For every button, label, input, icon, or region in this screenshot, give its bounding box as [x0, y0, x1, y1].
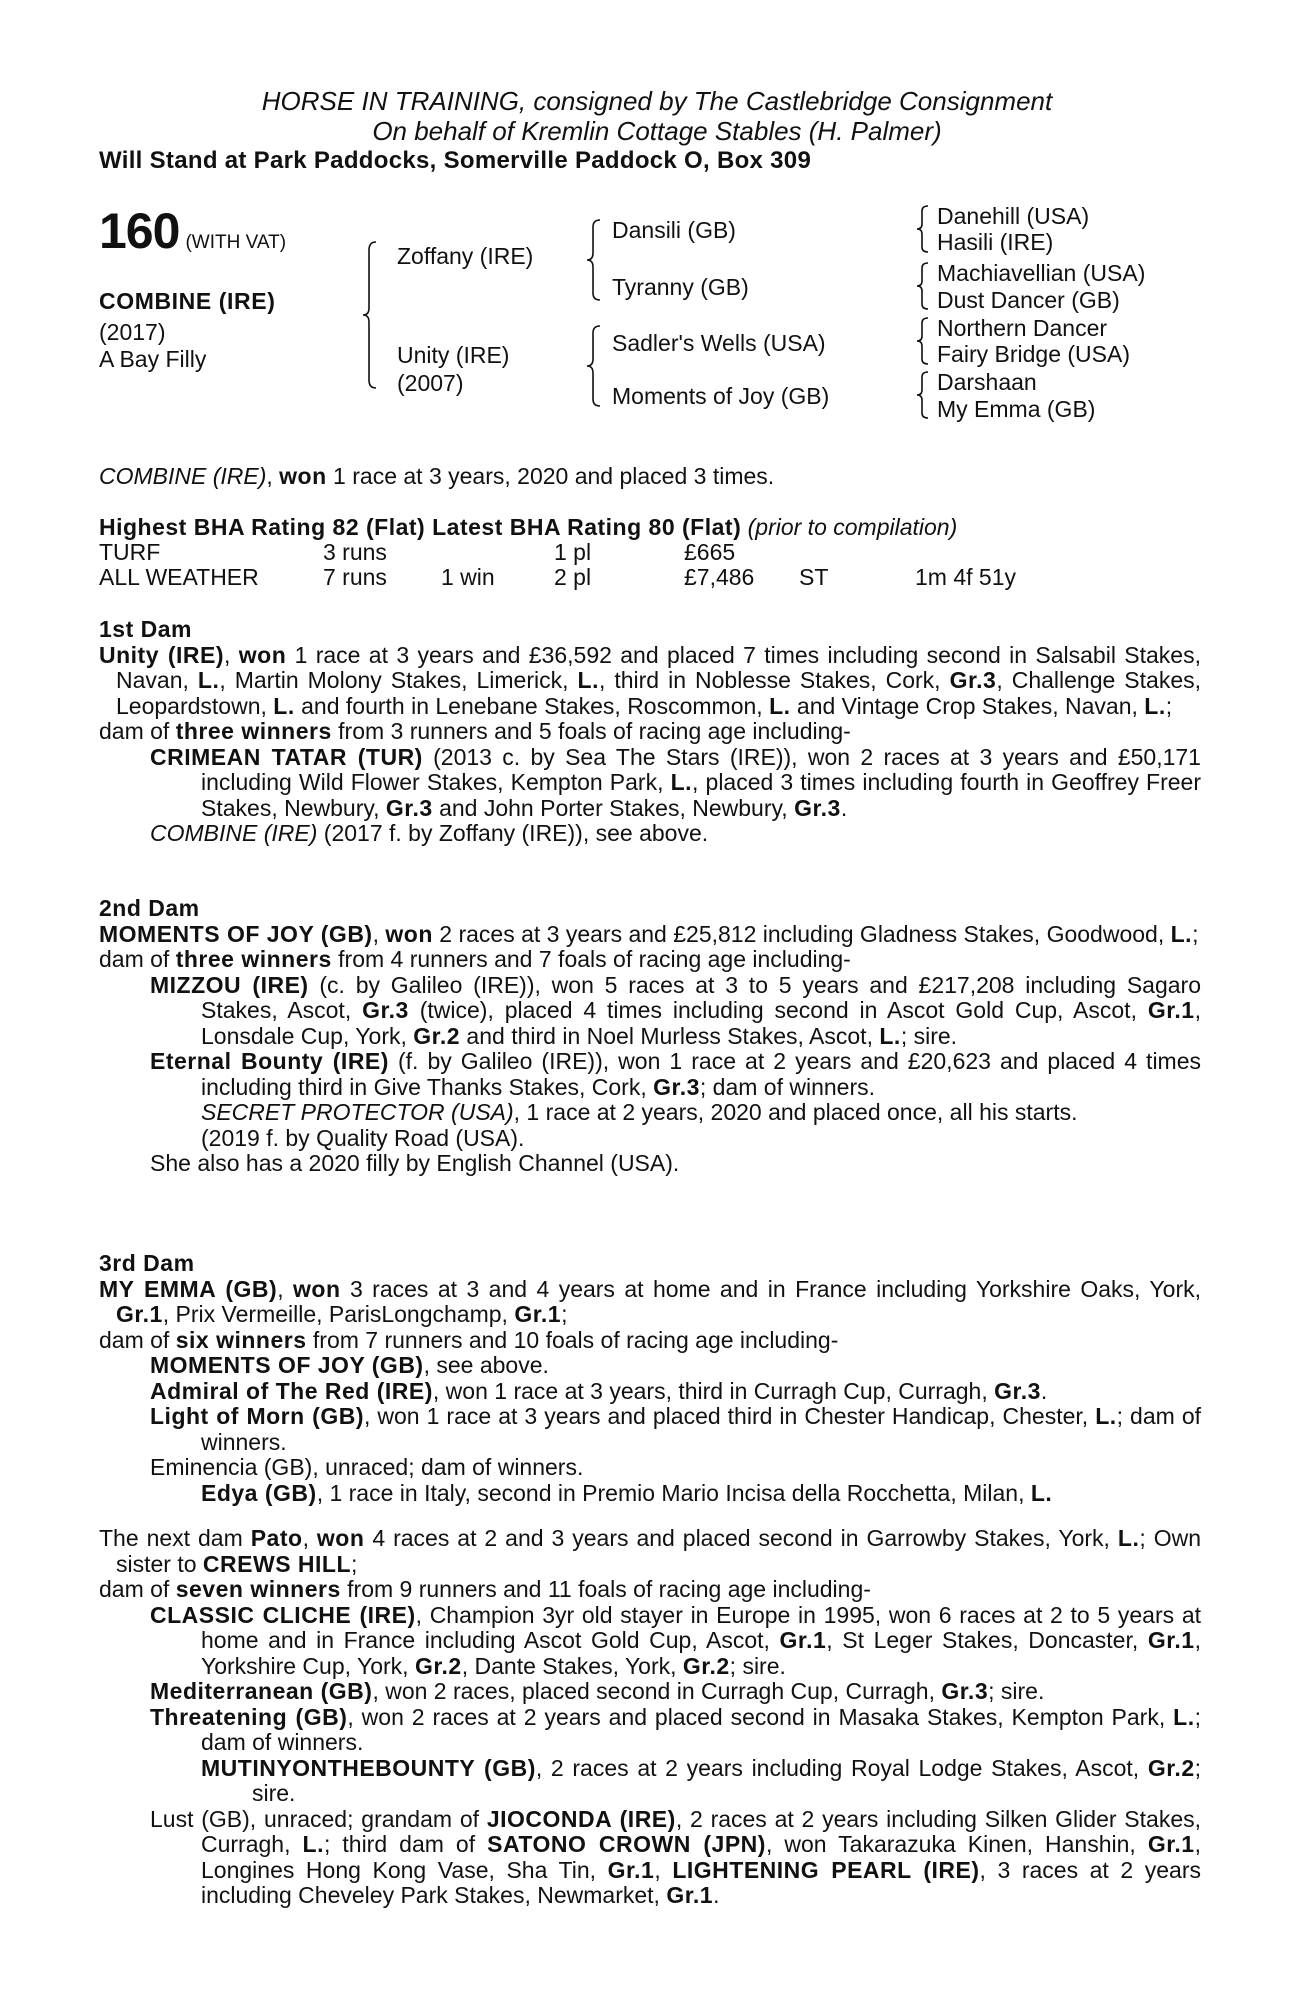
pedigree-sire: Zoffany (IRE)	[397, 243, 534, 269]
third-dam-heading: 3rd Dam	[99, 1250, 195, 1276]
pedigree-brace-ds	[914, 316, 932, 366]
pedigree-dss: Northern Dancer	[937, 315, 1108, 341]
second-dam-section	[99, 896, 1201, 1177]
first-dam-produce-1: CRIMEAN TATAR (TUR) (2013 c. by Sea The Stars (IRE)), won 2 races at 3 years and £50,171 including Wild Flower Stakes, Kempton Park, L., placed 3 times including fourth in Geoffrey Freer Stakes, Newbury, Gr.3 and John Porter Stakes, Newbury, Gr.3.	[150, 743, 1201, 821]
pedigree-dsd: Fairy Bridge (USA)	[937, 341, 1130, 367]
consignor-line: HORSE IN TRAINING, consigned by The Castlebridge Consignment	[261, 86, 1053, 116]
first-dam-section	[99, 617, 1201, 847]
third-dam-produce-1: MOMENTS OF JOY (GB), see above.	[150, 1352, 549, 1378]
vat-label: (WITH VAT)	[185, 232, 287, 253]
pedigree-ssd: Hasili (IRE)	[937, 229, 1054, 255]
pedigree-brace-ss	[914, 204, 932, 254]
bha-rating: Highest BHA Rating 82 (Flat) Latest BHA Rating 80 (Flat) (prior to compilation)	[99, 514, 958, 540]
pedigree-dam-dam: Moments of Joy (GB)	[612, 383, 830, 409]
pedigree-brace-dam	[584, 324, 604, 408]
third-dam-produce-3: Light of Morn (GB), won 1 race at 3 years and placed third in Chester Handicap, Chester, L.; dam of winners.	[150, 1403, 1201, 1455]
horse-name: COMBINE (IRE)	[99, 288, 276, 314]
first-dam-produce-line: dam of three winners from 3 runners and 5 foals of racing age including-	[99, 718, 851, 744]
race-summary: COMBINE (IRE), won 1 race at 3 years, 2020 and placed 3 times.	[99, 463, 775, 489]
pedigree-brace-sire	[584, 218, 604, 302]
second-dam-produce-2: Eternal Bounty (IRE) (f. by Galileo (IRE)), won 1 race at 2 years and £20,623 and placed 4 times including third in Give Thanks Stakes, Cork, Gr.3; dam of winners.	[150, 1048, 1202, 1100]
lot-number: 160	[99, 203, 180, 259]
first-dam-heading: 1st Dam	[99, 616, 192, 642]
third-dam-produce-4: Eminencia (GB), unraced; dam of winners.	[150, 1454, 584, 1480]
pedigree-dam-year: (2007)	[397, 370, 464, 396]
second-dam-produce-line: dam of three winners from 4 runners and 7 foals of racing age including-	[99, 946, 851, 972]
second-dam-record: MOMENTS OF JOY (GB), won 2 races at 3 years and £25,812 including Gladness Stakes, Goodwood, L.;	[99, 920, 1199, 947]
horse-description: A Bay Filly	[99, 346, 207, 372]
pedigree-dam: Unity (IRE)	[397, 342, 510, 368]
third-dam-record: MY EMMA (GB), won 3 races at 3 and 4 years at home and in France including Yorkshire Oaks, York, Gr.1, Prix Vermeille, ParisLongchamp, Gr.1;	[99, 1275, 1201, 1327]
pedigree-sds: Machiavellian (USA)	[937, 260, 1146, 286]
next-dam-grandproduce-1: MUTINYONTHEBOUNTY (GB), 2 races at 2 years including Royal Lodge Stakes, Ascot, Gr.2; sire.	[201, 1754, 1202, 1806]
pedigree-brace-dd	[914, 370, 932, 420]
next-dam-record: The next dam Pato, won 4 races at 2 and 3 years and placed second in Garrowby Stakes, York, L.; Own sister to CREWS HILL;	[99, 1525, 1201, 1577]
next-dam-produce-1: CLASSIC CLICHE (IRE), Champion 3yr old stayer in Europe in 1995, won 6 races at 2 to 5 years at home and in France including Ascot Gold Cup, Ascot, Gr.1, St Leger Stakes, Doncaster, Gr.1, Yorkshire Cup, York, Gr.2, Dante Stakes, York, Gr.2; sire.	[150, 1601, 1201, 1679]
pedigree-sss: Danehill (USA)	[937, 203, 1090, 229]
pedigree-brace-sd	[914, 261, 932, 311]
second-dam-grandproduce-1: SECRET PROTECTOR (USA), 1 race at 2 years, 2020 and placed once, all his starts.	[201, 1099, 1078, 1125]
pedigree-sire-dam: Tyranny (GB)	[612, 274, 749, 300]
third-dam-produce-2: Admiral of The Red (IRE), won 1 race at 3 years, third in Curragh Cup, Curragh, Gr.3.	[150, 1377, 1048, 1404]
venue-line: Will Stand at Park Paddocks, Somerville Paddock O, Box 309	[99, 147, 812, 174]
next-dam-produce-3: Threatening (GB), won 2 races at 2 years and placed second in Masaka Stakes, Kempton Park, L.; dam of winners.	[150, 1703, 1201, 1755]
horse-block	[99, 288, 275, 373]
pedigree-brace-main	[360, 240, 380, 390]
pedigree-sire-sire: Dansili (GB)	[612, 217, 736, 243]
next-dam-produce-4: Lust (GB), unraced; grandam of JIOCONDA (IRE), 2 races at 2 years including Silken Glider Stakes, Curragh, L.; third dam of SATONO CROWN (JPN), won Takarazuka Kinen, Hanshin, Gr.1, Longines Hong Kong Vase, Sha Tin, Gr.1, LIGHTENING PEARL (IRE), 3 races at 2 years including Cheveley Park Stakes, Newmarket, Gr.1.	[150, 1805, 1202, 1908]
first-dam-produce-2: COMBINE (IRE) (2017 f. by Zoffany (IRE)), see above.	[150, 820, 709, 846]
lot-block	[99, 202, 286, 260]
horse-year: (2017)	[99, 319, 166, 345]
second-dam-heading: 2nd Dam	[99, 895, 200, 921]
second-dam-note: She also has a 2020 filly by English Channel (USA).	[150, 1150, 680, 1176]
pedigree-ddd: My Emma (GB)	[937, 396, 1096, 422]
pedigree-dds: Darshaan	[937, 369, 1037, 395]
pedigree-dam-sire: Sadler's Wells (USA)	[612, 330, 826, 356]
third-dam-grandproduce-1: Edya (GB), 1 race in Italy, second in Premio Mario Incisa della Rocchetta, Milan, L.	[201, 1479, 1053, 1506]
next-dam-produce-line: dam of seven winners from 9 runners and 11 foals of racing age including-	[99, 1576, 871, 1602]
third-dam-section	[99, 1251, 1201, 1506]
second-dam-grandproduce-1-parentage: (2019 f. by Quality Road (USA).	[201, 1124, 525, 1151]
next-dam-section	[99, 1526, 1201, 1909]
third-dam-produce-line: dam of six winners from 7 runners and 10 foals of racing age including-	[99, 1326, 839, 1353]
first-dam-record: Unity (IRE), won 1 race at 3 years and £36,592 and placed 7 times including second in Salsabil Stakes, Navan, L., Martin Molony Stakes, Limerick, L., third in Noblesse Stakes, Cork, Gr.3, Challenge Stakes, Leopardstown, L. and fourth in Lenebane Stakes, Roscommon, L. and Vintage Crop Stakes, Navan, L.;	[99, 641, 1202, 719]
second-dam-produce-1: MIZZOU (IRE) (c. by Galileo (IRE)), won 5 races at 3 to 5 years and £217,208 including Sagaro Stakes, Ascot, Gr.3 (twice), placed 4 times including second in Ascot Gold Cup, Ascot, Gr.1, Lonsdale Cup, York, Gr.2 and third in Noel Murless Stakes, Ascot, L.; sire.	[150, 971, 1201, 1049]
on-behalf-line: On behalf of Kremlin Cottage Stables (H. Palmer)	[372, 116, 942, 146]
pedigree-sdd: Dust Dancer (GB)	[937, 287, 1120, 313]
next-dam-produce-2: Mediterranean (GB), won 2 races, placed second in Curragh Cup, Curragh, Gr.3; sire.	[150, 1678, 1045, 1704]
